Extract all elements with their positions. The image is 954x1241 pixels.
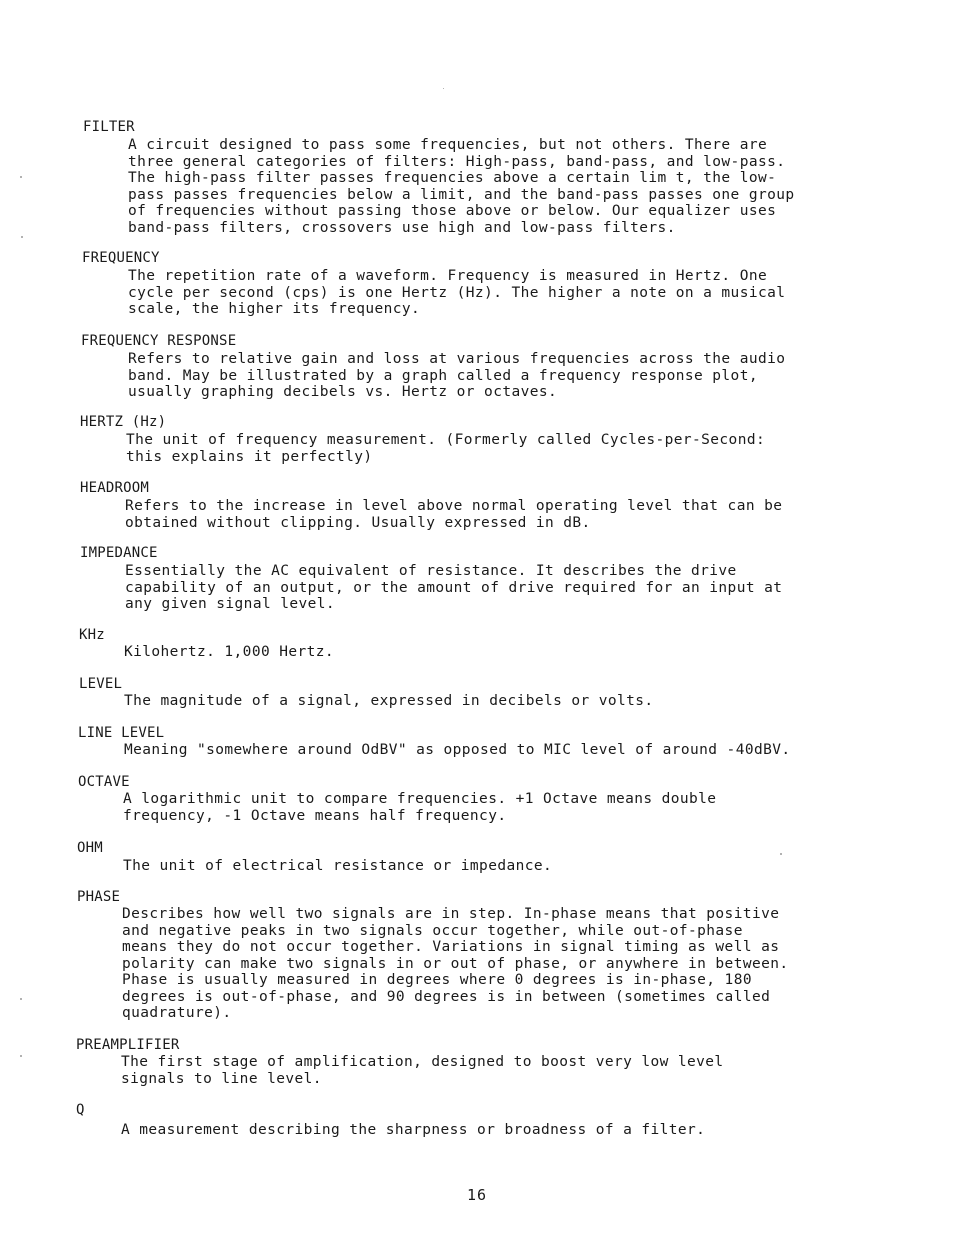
- glossary-definition: A circuit designed to pass some frequencies, but not others. There are three general categories of filters: High-pass, band-pass, and low-pass. The high-pass filter passes frequencies above a certain lim t, the low- pass passes frequencies below a limit, and the band-pass passes one group of frequencies without passing those above or below. Our equalizer uses band-pass filters, crossovers use high and low-pass filters.: [128, 137, 795, 236]
- scan-speck: [20, 998, 22, 1000]
- glossary-term: PREAMPLIFIER: [76, 1037, 180, 1053]
- glossary-term: IMPEDANCE: [80, 545, 158, 561]
- glossary-term: LEVEL: [79, 676, 123, 692]
- glossary-definition: A logarithmic unit to compare frequencies. +1 Octave means double frequency, -1 Octave means half frequency.: [123, 791, 717, 824]
- glossary-entry-hertz: [80, 414, 810, 465]
- glossary-entry-filter: [83, 119, 813, 236]
- glossary-term: PHASE: [77, 889, 121, 905]
- glossary-definition: Kilohertz. 1,000 Hertz.: [124, 644, 334, 660]
- glossary-definition: The repetition rate of a waveform. Frequency is measured in Hertz. One cycle per second (cps) is one Hertz (Hz). The higher a note on a musical scale, the higher its frequency.: [128, 268, 786, 317]
- glossary-definition: The first stage of amplification, designed to boost very low level signals to line level.: [121, 1054, 724, 1087]
- glossary-entry-line-level: [78, 725, 818, 758]
- glossary-term: HEADROOM: [80, 480, 150, 496]
- glossary-entry-level: [79, 676, 809, 709]
- glossary-definition: Meaning "somewhere around OdBV" as opposed to MIC level of around -40dBV.: [124, 742, 791, 758]
- glossary-entry-q: [76, 1102, 806, 1138]
- glossary-entry-frequency-response: [81, 333, 811, 400]
- glossary-term: KHz: [79, 627, 105, 643]
- scan-speck: [20, 176, 22, 178]
- glossary-definition: The unit of electrical resistance or impedance.: [123, 858, 553, 874]
- glossary-definition: The magnitude of a signal, expressed in decibels or volts.: [124, 693, 654, 709]
- glossary-term: OCTAVE: [78, 774, 130, 790]
- page-number: 16: [466, 1186, 488, 1204]
- glossary-entry-ohm: [77, 840, 807, 874]
- glossary-term: FREQUENCY: [82, 250, 160, 266]
- scan-speck: [21, 236, 23, 238]
- scan-speck: [443, 88, 444, 89]
- glossary-definition: Describes how well two signals are in step. In-phase means that positive and negative peaks in two signals occur together, while out-of-phase means they do not occur together. Variations in signal timing as well as polarity can make two signals in or out of phase, or anywhere in between. Phase is usually measured in degrees where 0 degrees is in-phase, 180 degrees is out-of-phase, and 90 degrees is in between (sometimes called quadrature).: [122, 906, 789, 1021]
- glossary-entry-octave: [78, 774, 808, 824]
- glossary-entry-headroom: [80, 480, 810, 531]
- glossary-term: FREQUENCY RESPONSE: [81, 333, 237, 349]
- glossary-entry-preamplifier: [76, 1037, 806, 1087]
- glossary-term: HERTZ (Hz): [80, 414, 167, 430]
- glossary-definition: A measurement describing the sharpness or broadness of a filter.: [121, 1122, 706, 1138]
- glossary-entry-impedance: [80, 545, 810, 612]
- scan-speck: [780, 853, 782, 855]
- glossary-definition: Refers to relative gain and loss at various frequencies across the audio band. May be illustrated by a graph called a frequency response plot, usually graphing decibels vs. Hertz or octaves.: [128, 351, 786, 400]
- glossary-term: OHM: [77, 840, 103, 856]
- glossary-entry-frequency: [82, 250, 812, 317]
- glossary-entry-phase: [77, 889, 807, 1021]
- glossary-definition: Essentially the AC equivalent of resistance. It describes the drive capability of an output, or the amount of drive required for an input at any given signal level.: [125, 563, 783, 612]
- glossary-definition: The unit of frequency measurement. (Formerly called Cycles-per-Second: this explains it perfectly): [126, 432, 766, 465]
- glossary-definition: Refers to the increase in level above normal operating level that can be obtained without clipping. Usually expressed in dB.: [125, 498, 783, 531]
- glossary-entry-khz: [79, 627, 809, 660]
- glossary-term: LINE LEVEL: [78, 725, 165, 741]
- glossary-term: Q: [76, 1102, 85, 1118]
- scan-speck: [20, 1055, 22, 1057]
- glossary-term: FILTER: [83, 119, 135, 135]
